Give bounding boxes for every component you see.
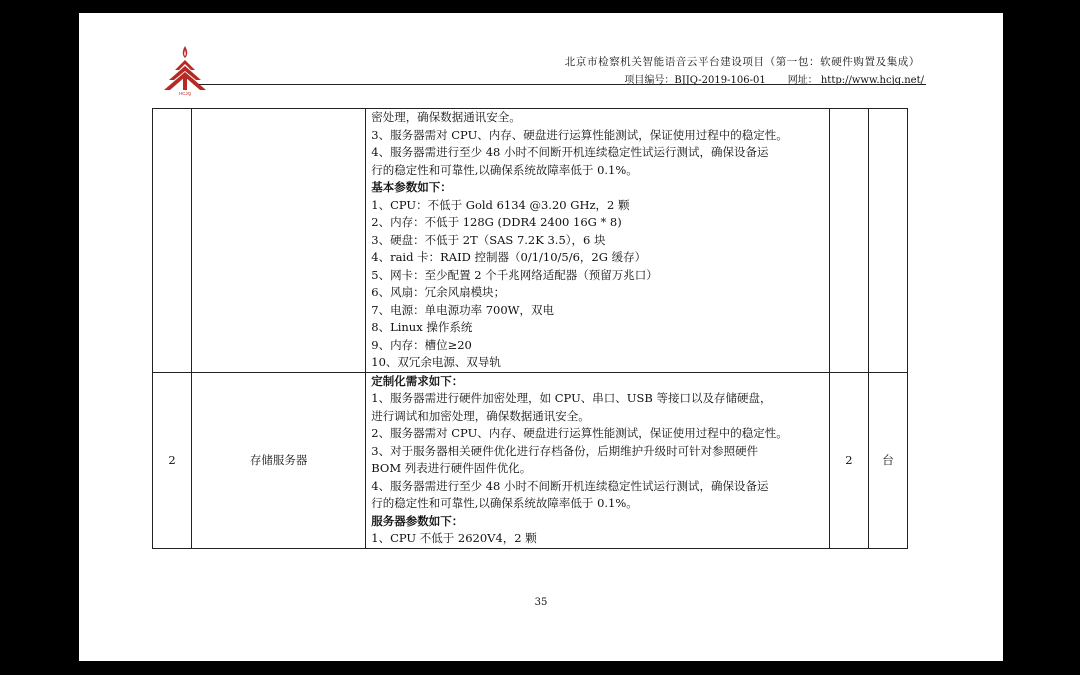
spec-line: 行的稳定性和可靠性,以确保系统故障率低于 0.1%。 (371, 162, 638, 177)
spec-line: 4、服务器需进行至少 48 小时不间断开机连续稳定性试运行测试，确保设备运 (371, 478, 769, 493)
spec-line: 2、服务器需对 CPU、内存、硬盘进行运算性能测试，保证使用过程中的稳定性。 (371, 426, 788, 440)
header-rule (199, 84, 926, 85)
row-name: 存储服务器 (192, 372, 366, 548)
spec-line: 4、服务器需进行至少 48 小时不间断开机连续稳定性试运行测试，确保设备运 (371, 145, 769, 159)
row-description (366, 372, 830, 548)
project-number: 项目编号：BJJQ-2019-106-01 (624, 75, 766, 86)
spec-line: 密处理，确保数据通讯安全。 (371, 110, 521, 124)
spec-line: 3、服务器需对 CPU、内存、硬盘进行运算性能测试，保证使用过程中的稳定性。 (371, 127, 788, 142)
spec-line: 进行调试和加密处理，确保数据通讯安全。 (371, 408, 590, 423)
document-page (79, 13, 1003, 661)
spec-line: 7、电源：单电源功率 700W，双电 (371, 302, 555, 317)
spec-line: 1、CPU 不低于 2620V4，2 颗 (371, 531, 537, 545)
spec-line: 3、对于服务器相关硬件优化进行存档备份，后期维护升级时可针对参照硬件 (371, 443, 759, 458)
spec-table (152, 108, 908, 549)
page-number: 35 (534, 597, 548, 608)
header-title: 北京市检察机关智能语音云平台建设项目（第一包：软硬件购置及集成） (564, 56, 920, 68)
spec-line: 5、网卡：至少配置 2 个千兆网络适配器（预留万兆口） (371, 267, 658, 282)
row-index: 2 (153, 372, 192, 548)
logo-caption: HCJQ (178, 91, 192, 96)
row-index (153, 109, 192, 373)
spec-line: 行的稳定性和可靠性,以确保系统故障率低于 0.1%。 (371, 496, 638, 510)
section-heading: 基本参数如下： (371, 180, 452, 194)
website: 网址： http://www.hcjq.net/ (787, 75, 924, 86)
spec-line: 3、硬盘：不低于 2T（SAS 7.2K 3.5），6 块 (371, 232, 606, 247)
spec-line: 8、Linux 操作系统 (371, 320, 473, 334)
spec-line: 4、raid 卡：RAID 控制器（0/1/10/5/6，2G 缓存） (371, 250, 647, 264)
table-row (153, 109, 908, 373)
section-heading: 服务器参数如下： (371, 513, 464, 528)
section-heading: 定制化需求如下： (371, 373, 464, 388)
spec-line: BOM 列表进行硬件固件优化。 (371, 461, 532, 475)
spec-line: 2、内存：不低于 128G (DDR4 2400 16G * 8) (371, 215, 622, 229)
row-unit (868, 109, 907, 373)
spec-line: 10、双冗余电源、双导轨 (371, 355, 501, 369)
spec-line: 6、风扇：冗余风扇模块； (371, 285, 506, 299)
row-quantity (829, 109, 868, 373)
spec-line: 1、CPU：不低于 Gold 6134 @3.20 GHz，2 颗 (371, 197, 630, 212)
table-row (153, 372, 908, 548)
row-quantity: 2 (829, 372, 868, 548)
spec-line: 9、内存：槽位≥20 (371, 337, 472, 352)
row-name (192, 109, 366, 373)
hcjq-pagoda-logo-icon (163, 44, 207, 96)
row-description (366, 109, 830, 373)
spec-line: 1、服务器需进行硬件加密处理，如 CPU、串口、USB 等接口以及存储硬盘， (371, 391, 772, 405)
row-unit: 台 (868, 372, 907, 548)
